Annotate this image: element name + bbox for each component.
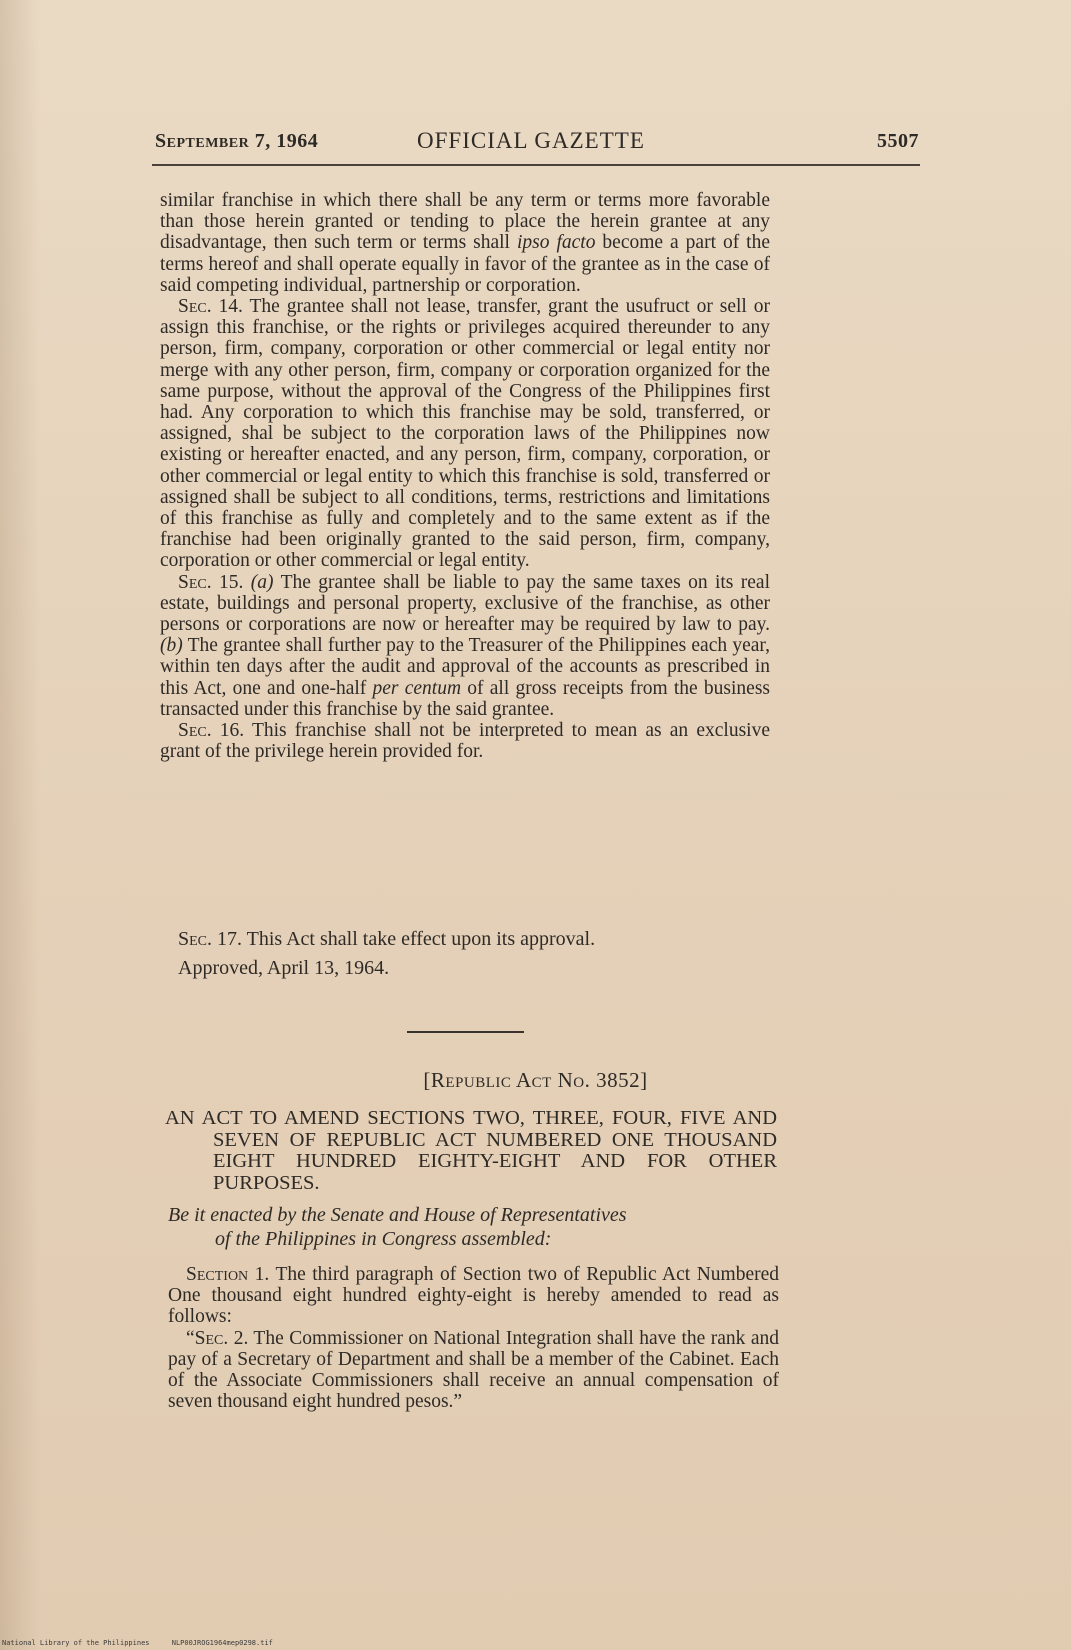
section-17: Sec. 17. This Act shall take effect upon its approval. (178, 928, 596, 950)
page-number: 5507 (877, 130, 919, 152)
new-act-body (168, 1264, 779, 1412)
latin-phrase: ipso facto (516, 232, 596, 254)
section-15: Sec. 15. (a) The grantee shall be liable to pay the same taxes on its real estate, buildings and personal property, exclusive of the franchise, as other persons or corporations are now or hereafter may be required by law to pay. (b) The grantee shall further pay to the Treasurer of the Philippines each year, within ten days after the audit and approval of the accounts as prescribed in this Act, one and one-half per centum of all gross receipts from the business transacted under this franchise by the said grantee. (160, 571, 771, 720)
header-title: OFFICIAL GAZETTE (417, 128, 645, 153)
main-body (160, 190, 770, 762)
page-header (155, 130, 919, 160)
section-label: Sec. 15. (178, 571, 244, 593)
header-rule (152, 164, 920, 166)
enacting-clause (168, 1203, 780, 1251)
latin-phrase: per centum (372, 677, 462, 699)
act-title (165, 1108, 777, 1194)
amended-section-2: “Sec. 2. The Commissioner on National Integration shall have the rank and pay of a Secretary of Department and shall be a member of the Cabinet. Each of the Associate Commissioners shall receive an annual compensation of seven thousand eight hundred pesos.” (168, 1327, 779, 1413)
section-1: Section 1. The third paragraph of Section two of Republic Act Numbered One thousand eight hundred eighty-eight is hereby amended to read as follows: (168, 1264, 779, 1328)
act-title-text: AN ACT TO AMEND SECTIONS TWO, THREE, FOUR, FIVE AND SEVEN OF REPUBLIC ACT NUMBERED ONE THOUSAND EIGHT HUNDRED EIGHTY-EIGHT AND FOR OTHER PURPOSES. (165, 1107, 777, 1194)
approval-date: Approved, April 13, 1964. (178, 957, 390, 979)
scan-footer (2, 1639, 273, 1647)
scan-filename: NLP00JROG1964mep0298.tif (171, 1639, 273, 1647)
section-label: Section 1. (186, 1264, 270, 1285)
library-credit: National Library of the Philippines (2, 1639, 150, 1647)
section-label: Sec. 16. (178, 720, 245, 742)
enacting-line-2: of the Philippines in Congress assembled: (215, 1228, 552, 1250)
section-label: Sec. 14. (178, 296, 243, 318)
section-14: Sec. 14. The grantee shall not lease, transfer, grant the usufruct or sell or assign this franchise, or the rights or privileges acquired thereunder to any person, firm, company, corporation or other commercial or legal entity nor merge with any other person, firm, company or corporation organized for the same purpose, without the approval of the Congress of the Philippines first had. Any corporation to which this franchise may be sold, transferred, or assigned, shal be subject to the corporation laws of the Philippines now existing or hereafter enacted, and any person, firm, company, corporation, or other commercial or legal entity to which this franchise is sold, transferred or assigned shall be subject to all conditions, terms, restrictions and limitations of this franchise as fully and completely and to the same extent as if the franchise had been originally granted to the said person, firm, company, corporation or other commercial or legal entity. (160, 296, 770, 572)
header-date: September 7, 1964 (155, 130, 319, 152)
section-label: Sec. 2. (194, 1327, 249, 1349)
section-13-continuation: similar franchise in which there shall be any term or terms more favorable than those herein granted or tending to place the herein grantee at any disadvantage, then such term or terms shall ipso facto become a part of the terms hereof and shall operate equally in favor of the grantee as in the case of said competing individual, partnership or corporation. (160, 190, 771, 296)
enacting-line-1: Be it enacted by the Senate and House of Representatives (168, 1204, 627, 1226)
section-separator (407, 1031, 524, 1033)
section-label: Sec. 17. (178, 928, 243, 950)
republic-act-heading: [Republic Act No. 3852] (423, 1068, 648, 1092)
section-16: Sec. 16. This franchise shall not be interpreted to mean as an exclusive grant of the privilege herein provided for. (160, 720, 770, 763)
